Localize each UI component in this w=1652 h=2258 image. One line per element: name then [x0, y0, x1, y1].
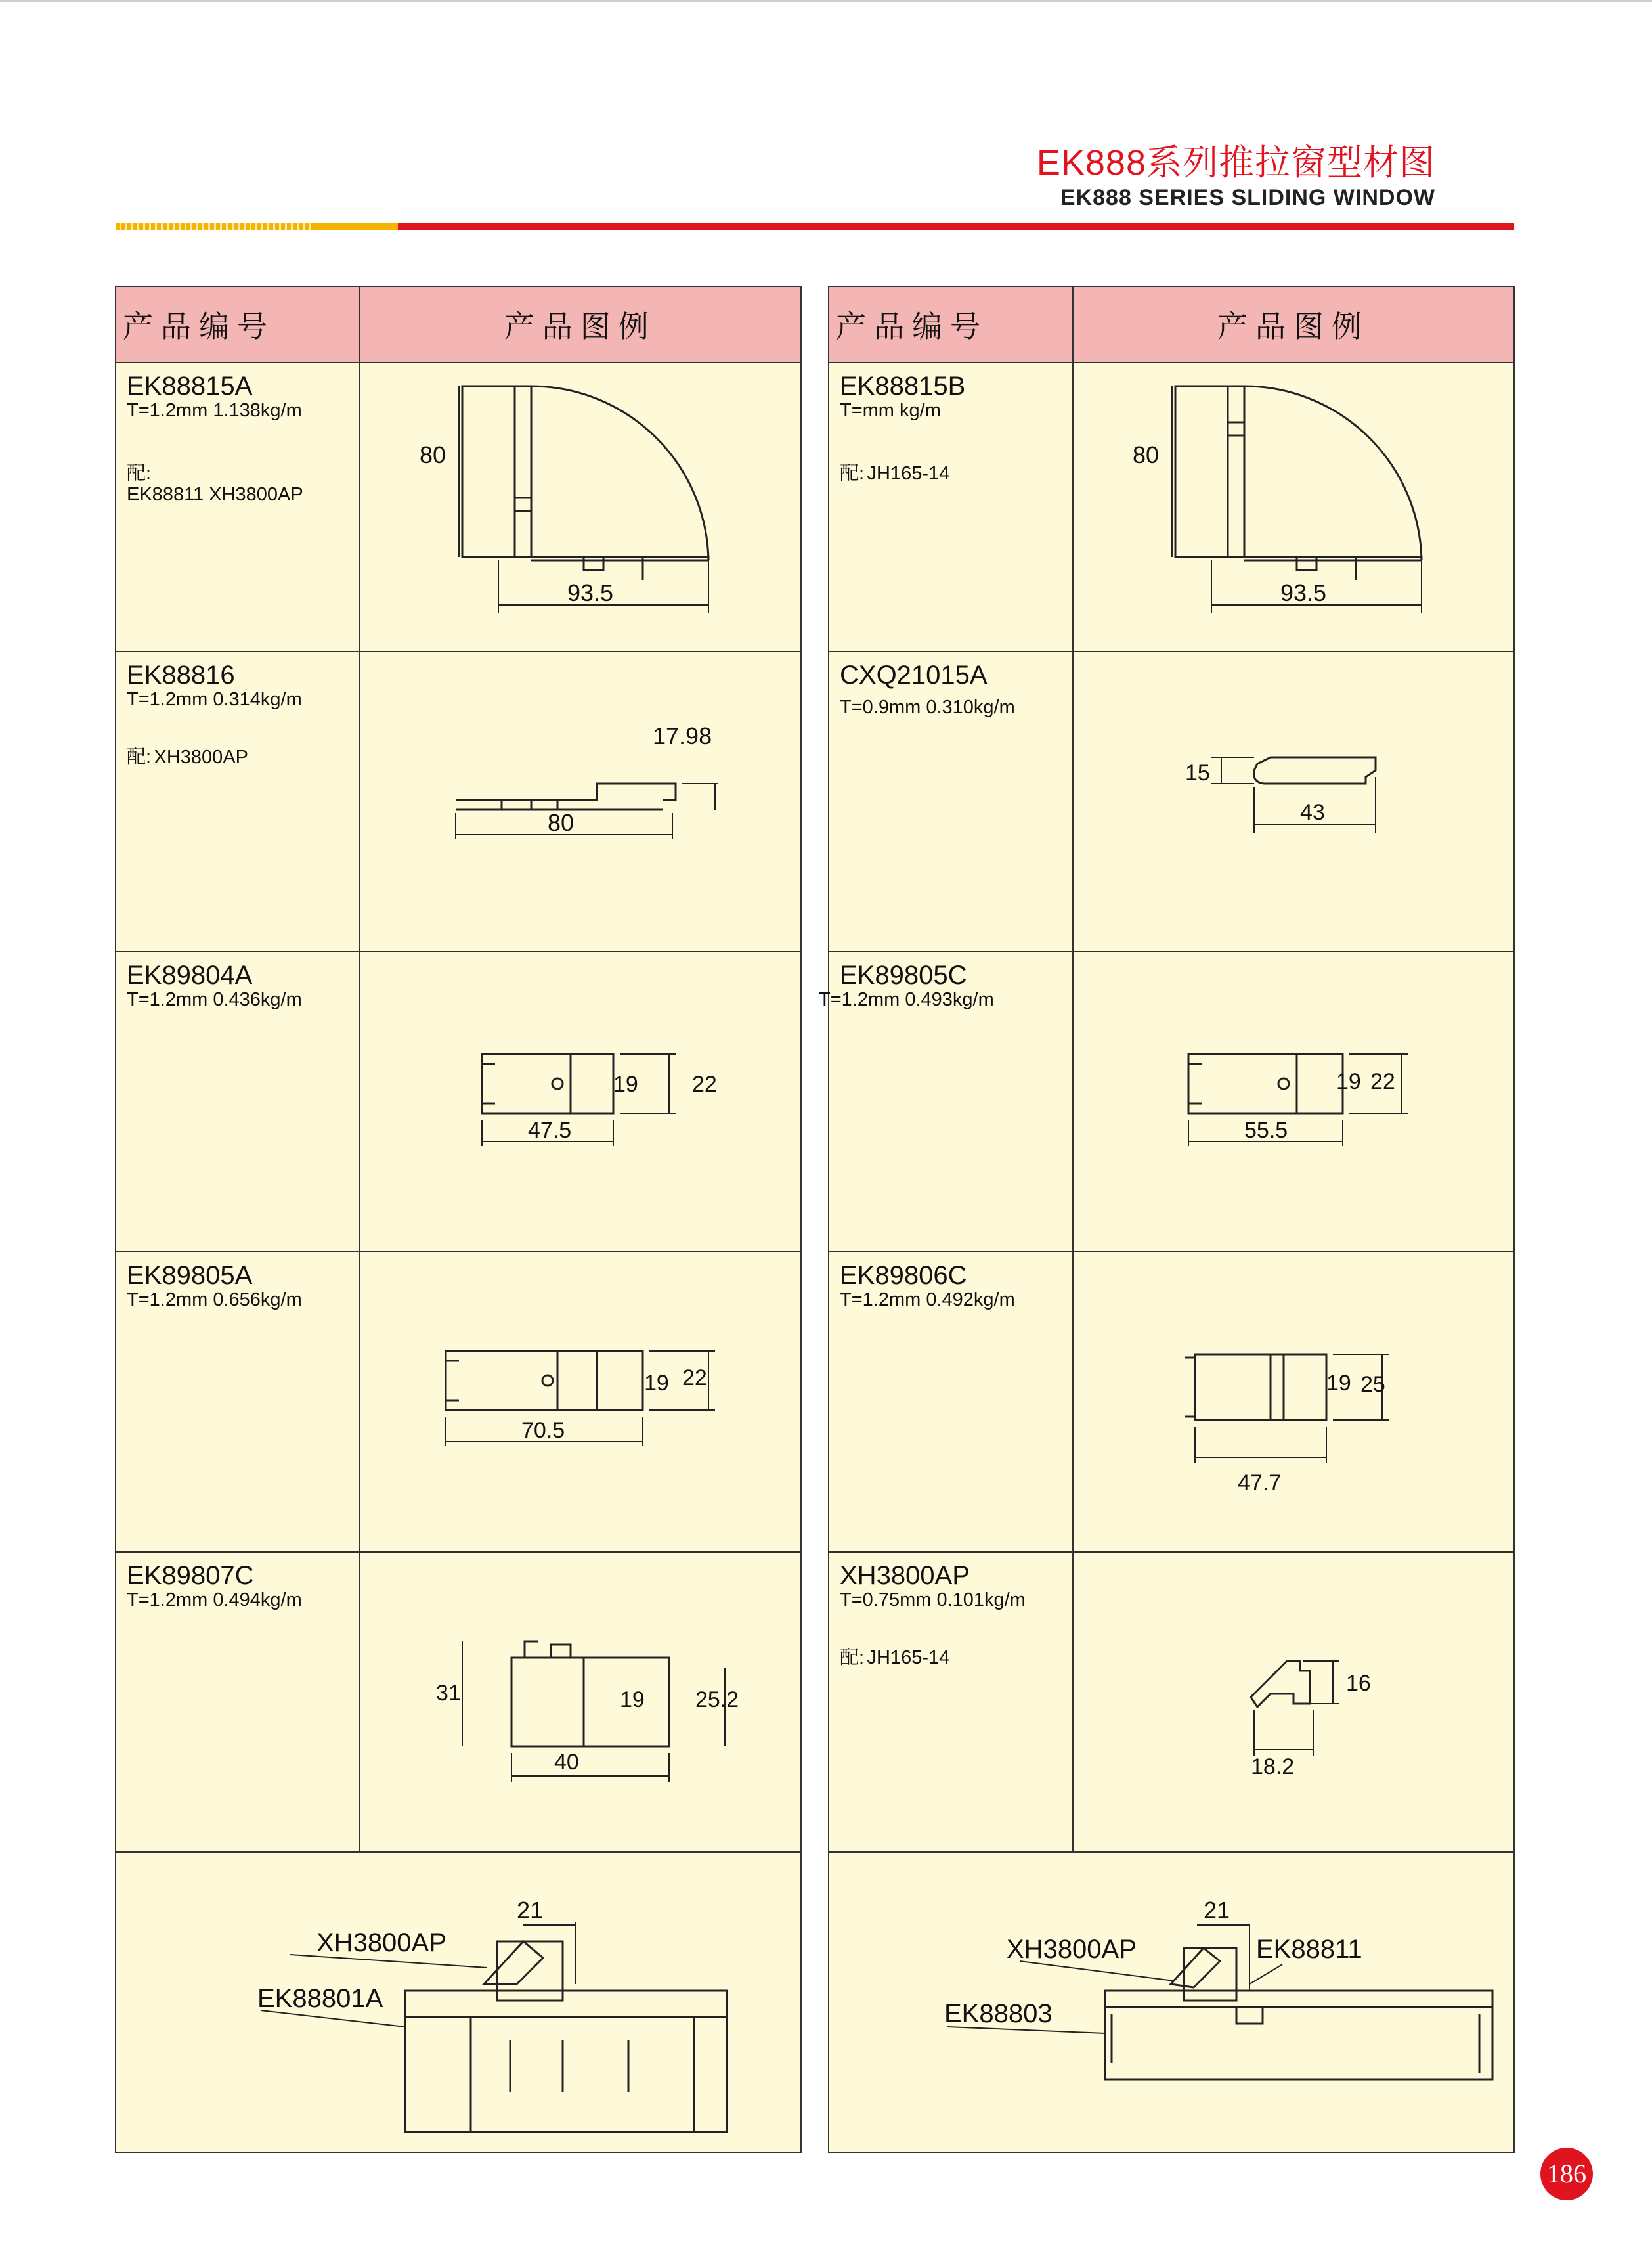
product-figure	[360, 1252, 802, 1552]
pei-value: JH165-14	[867, 1647, 950, 1668]
product-figure	[360, 1552, 802, 1852]
product-figure	[1073, 1252, 1514, 1552]
header-bar-yellow	[313, 223, 398, 230]
dim-label: 21	[517, 1897, 544, 1924]
product-figure	[1073, 952, 1514, 1252]
assembly-drawing-left	[116, 1852, 801, 2152]
product-info	[116, 952, 360, 1252]
dim-label: 15	[1185, 761, 1210, 786]
pei-value: JH165-14	[867, 463, 950, 484]
assembly-svg-left	[116, 1853, 803, 2152]
product-info	[829, 1552, 1073, 1852]
pei-label: 配:	[127, 463, 152, 484]
product-spec: T=0.9mm 0.310kg/m	[840, 697, 1015, 718]
product-figure	[360, 652, 802, 952]
profile-drawing-ek89806c	[1074, 1252, 1520, 1548]
page-title-en: EK888 SERIES SLIDING WINDOW	[1060, 185, 1435, 210]
dim-label: 22	[682, 1365, 707, 1390]
product-spec: T=1.2mm 0.492kg/m	[840, 1289, 1015, 1310]
dim-label: 19	[1326, 1371, 1351, 1396]
assembly-drawing-right	[829, 1852, 1514, 2152]
dim-label: 19	[1336, 1069, 1361, 1094]
pei-value: XH3800AP	[154, 747, 249, 768]
dim-label: 80	[547, 809, 574, 836]
header-bar-red	[398, 223, 1514, 230]
dim-label: 22	[1370, 1069, 1395, 1094]
profile-drawing-cxq21015a	[1074, 652, 1520, 948]
product-code: EK88816	[127, 661, 235, 690]
product-spec: T=1.2mm 1.138kg/m	[127, 400, 302, 421]
dim-label: 80	[419, 441, 446, 468]
dim-label: 47.7	[1237, 1471, 1282, 1495]
product-spec: T=1.2mm 0.656kg/m	[127, 1289, 302, 1310]
dim-label: 21	[1204, 1897, 1230, 1924]
product-code: EK89804A	[127, 961, 253, 990]
product-figure	[1073, 1552, 1514, 1852]
product-spec: T=1.2mm 0.493kg/m	[819, 989, 994, 1010]
product-figure	[360, 952, 802, 1252]
dim-label: 19	[619, 1687, 645, 1712]
pei-label: 配:	[840, 463, 865, 484]
pei-value: EK88811 XH3800AP	[127, 484, 303, 505]
top-rule	[0, 0, 1652, 2]
product-info	[829, 652, 1073, 952]
product-info	[819, 952, 1073, 1252]
product-code: XH3800AP	[840, 1561, 970, 1590]
profile-drawing-ek89807c	[360, 1553, 807, 1848]
header-code: 产品编号	[829, 286, 1073, 363]
product-code: EK89807C	[127, 1561, 254, 1590]
profile-drawing-ek88815a	[360, 363, 807, 646]
profile-drawing-ek89805c	[1074, 952, 1520, 1248]
pei-label: 配:	[127, 747, 152, 768]
assembly-label: EK88801A	[257, 1984, 383, 2013]
header-figure: 产品图例	[360, 286, 802, 363]
dim-label: 40	[554, 1750, 579, 1775]
dim-label: 17.98	[652, 722, 712, 749]
product-figure	[1073, 363, 1514, 652]
product-info	[116, 652, 360, 952]
dim-label: 25	[1360, 1372, 1385, 1397]
header-figure: 产品图例	[1073, 286, 1514, 363]
dim-label: 47.5	[527, 1118, 571, 1143]
dim-label: 25.2	[695, 1687, 739, 1712]
profile-drawing-xh3800ap	[1074, 1553, 1520, 1848]
page-title-cn: EK888系列推拉窗型材图	[1036, 143, 1435, 183]
product-spec: T=mm kg/m	[840, 400, 941, 421]
header-code: 产品编号	[116, 286, 360, 363]
product-spec: T=1.2mm 0.314kg/m	[127, 689, 302, 710]
dim-label: 19	[643, 1371, 669, 1396]
profile-drawing-ek89805a	[360, 1252, 807, 1548]
product-spec: T=1.2mm 0.436kg/m	[127, 989, 302, 1010]
assembly-label: EK88811	[1256, 1935, 1362, 1964]
product-info	[116, 1252, 360, 1552]
product-info	[116, 1552, 360, 1852]
assembly-label: XH3800AP	[1007, 1935, 1137, 1964]
product-info	[116, 363, 360, 652]
pei-label: 配:	[840, 1647, 865, 1668]
page-number-badge: 186	[1540, 2148, 1593, 2200]
product-info	[829, 363, 1073, 652]
product-spec: T=0.75mm 0.101kg/m	[840, 1589, 1026, 1610]
dim-label: 16	[1345, 1671, 1371, 1696]
dim-label: 19	[613, 1072, 638, 1097]
product-code: EK89805C	[840, 961, 967, 990]
product-code: EK88815B	[840, 372, 966, 401]
dim-label: 80	[1132, 441, 1159, 468]
dim-label: 55.5	[1244, 1118, 1288, 1143]
product-spec: T=1.2mm 0.494kg/m	[127, 1589, 302, 1610]
product-code: EK89806C	[840, 1261, 967, 1290]
dim-label: 93.5	[1280, 579, 1326, 606]
assembly-label: EK88803	[944, 1999, 1053, 2028]
dim-label: 18.2	[1250, 1754, 1295, 1779]
dim-label: 22	[691, 1072, 717, 1097]
dim-label: 93.5	[567, 579, 613, 606]
profile-drawing-ek88815b	[1074, 363, 1520, 646]
product-code: EK88815A	[127, 372, 253, 401]
assembly-label: XH3800AP	[316, 1928, 446, 1957]
dim-label: 31	[435, 1681, 461, 1706]
left-catalog-table	[115, 286, 802, 2153]
assembly-svg-right	[829, 1853, 1516, 2152]
dim-label: 43	[1299, 800, 1325, 825]
profile-drawing-ek88816	[360, 652, 807, 948]
right-catalog-table	[819, 286, 1515, 2153]
product-code: CXQ21015A	[840, 661, 988, 690]
dim-label: 70.5	[521, 1418, 565, 1443]
product-figure	[360, 363, 802, 652]
product-info	[829, 1252, 1073, 1552]
product-figure	[1073, 652, 1514, 952]
product-code: EK89805A	[127, 1261, 253, 1290]
profile-drawing-ek89804a	[360, 952, 807, 1248]
